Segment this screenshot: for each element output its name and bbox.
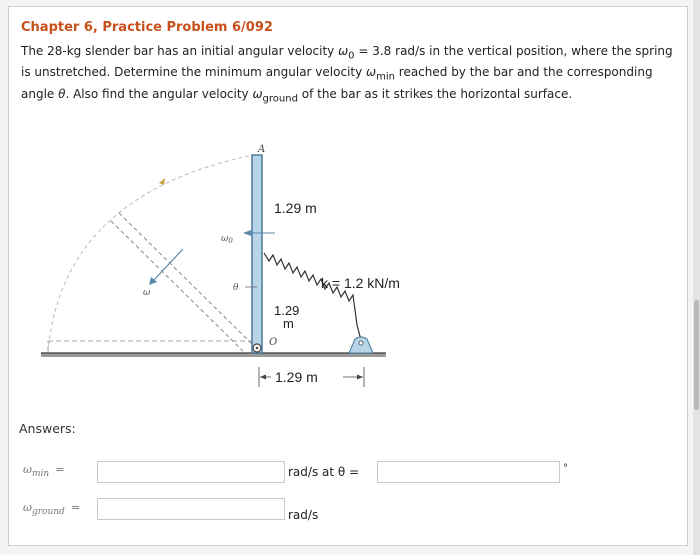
omegaground-subscript: ground	[262, 93, 298, 105]
label-omega0: $\omega_0$	[221, 234, 233, 245]
omega-ground-unit: rad/s	[288, 508, 319, 522]
theta-input[interactable]	[377, 461, 560, 483]
omega-ground-input[interactable]	[97, 498, 285, 520]
dashed-tilted-bar-edge-1	[119, 213, 253, 345]
scrollbar[interactable]	[693, 0, 700, 555]
lower-length-label-1: 1.29	[274, 303, 300, 318]
vertical-bar	[252, 155, 262, 353]
omega-min-input[interactable]	[97, 461, 285, 483]
spring-anchor-pin	[359, 341, 363, 345]
label-O: O	[269, 337, 278, 348]
base-dim-arrow-right-icon	[357, 375, 363, 380]
theta-unit: °	[563, 463, 568, 474]
omegaground-symbol: ω	[252, 86, 263, 101]
rotation-arrow-line	[153, 249, 183, 281]
omega-min-unit: rad/s at θ =	[288, 465, 360, 479]
omegamin-symbol: ω	[366, 65, 377, 80]
omegamin-subscript: min	[376, 71, 395, 83]
label-omega: ω	[143, 288, 151, 298]
base-length-label: 1.29 m	[275, 369, 318, 385]
problem-title: Chapter 6, Practice Problem 6/092	[21, 20, 273, 35]
problem-diagram	[31, 135, 401, 397]
omega0-arrow-head-icon	[243, 230, 251, 236]
problem-text-3: reached by the bar and the corresponding angle	[21, 65, 653, 101]
theta-symbol: θ	[58, 86, 66, 101]
pivot-O-center	[256, 347, 259, 350]
scrollbar-thumb[interactable]	[694, 300, 699, 410]
upper-length-label: 1.29 m	[274, 200, 317, 216]
omega0-symbol: ω	[338, 44, 349, 58]
answers-label: Answers:	[19, 421, 76, 436]
spring-constant-label: k = 1.2 kN/m	[321, 275, 400, 291]
arc-arrow-icon	[159, 178, 165, 185]
dashed-arc	[48, 155, 253, 353]
base-dim-arrow-left-icon	[260, 375, 266, 380]
omega-ground-label: $\omega_{ground}$ =	[23, 501, 81, 518]
problem-text-2: = 3.8 rad/s in the vertical position, where the spring is unstretched. Determine the minimum angular velocity	[21, 44, 673, 80]
problem-text-5: of the bar as it strikes the horizontal surface.	[297, 86, 573, 101]
problem-text-1: The 28-kg slender bar has an initial angular velocity	[21, 44, 339, 58]
dashed-horizontal-bar	[48, 341, 253, 353]
problem-card	[8, 6, 688, 546]
spring	[264, 253, 361, 340]
omega-min-label: $\omega_{min}$ =	[23, 463, 65, 480]
lower-length-label-2: m	[283, 316, 294, 331]
omega0-subscript: 0	[348, 50, 355, 62]
label-theta: θ	[233, 283, 239, 293]
problem-text-4: . Also find the angular velocity	[65, 86, 253, 101]
label-A: A	[258, 144, 266, 155]
problem-statement	[21, 43, 677, 107]
